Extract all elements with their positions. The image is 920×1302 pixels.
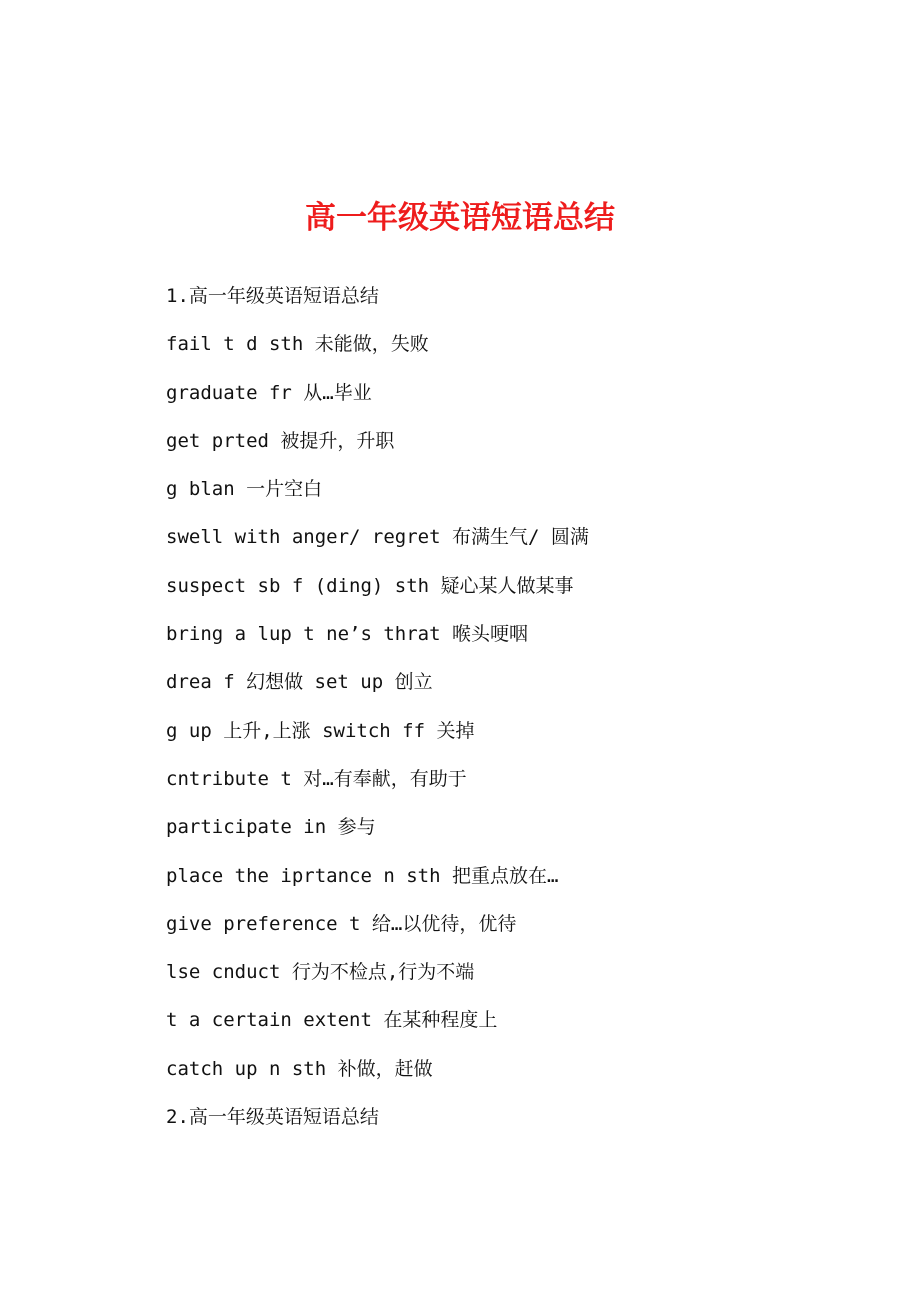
list-item: participate in 参与	[166, 816, 376, 839]
list-item: catch up n sth 补做，赶做	[166, 1057, 433, 1080]
list-item: 2.高一年级英语短语总结	[166, 1106, 379, 1129]
list-item: drea f 幻想做 set up 创立	[166, 671, 433, 694]
list-item: 1.高一年级英语短语总结	[166, 285, 379, 307]
list-item: get prted 被提升，升职	[166, 429, 395, 452]
list-item: graduate fr 从…毕业	[166, 381, 372, 404]
list-item: place the iprtance n sth 把重点放在…	[166, 864, 559, 887]
list-item: give preference t 给…以优待，优待	[166, 912, 517, 935]
list-item: t a certain extent 在某种程度上	[166, 1009, 498, 1032]
list-item: swell with anger/ regret 布满生气/ 圆满	[166, 526, 589, 549]
phrase-list	[166, 280, 589, 1149]
list-item: lse cnduct 行为不检点,行为不端	[166, 961, 475, 984]
document-title: 高一年级英语短语总结	[305, 200, 615, 236]
list-item: suspect sb f (ding) sth 疑心某人做某事	[166, 574, 574, 597]
list-item: g blan 一片空白	[166, 478, 323, 501]
list-item: bring a lup t ne’s thrat 喉头哽咽	[166, 623, 528, 646]
list-item: cntribute t 对…有奉献，有助于	[166, 767, 467, 790]
list-item: fail t d sth 未能做，失败	[166, 333, 429, 356]
list-item: g up 上升,上涨 switch ff 关掉	[166, 719, 475, 742]
